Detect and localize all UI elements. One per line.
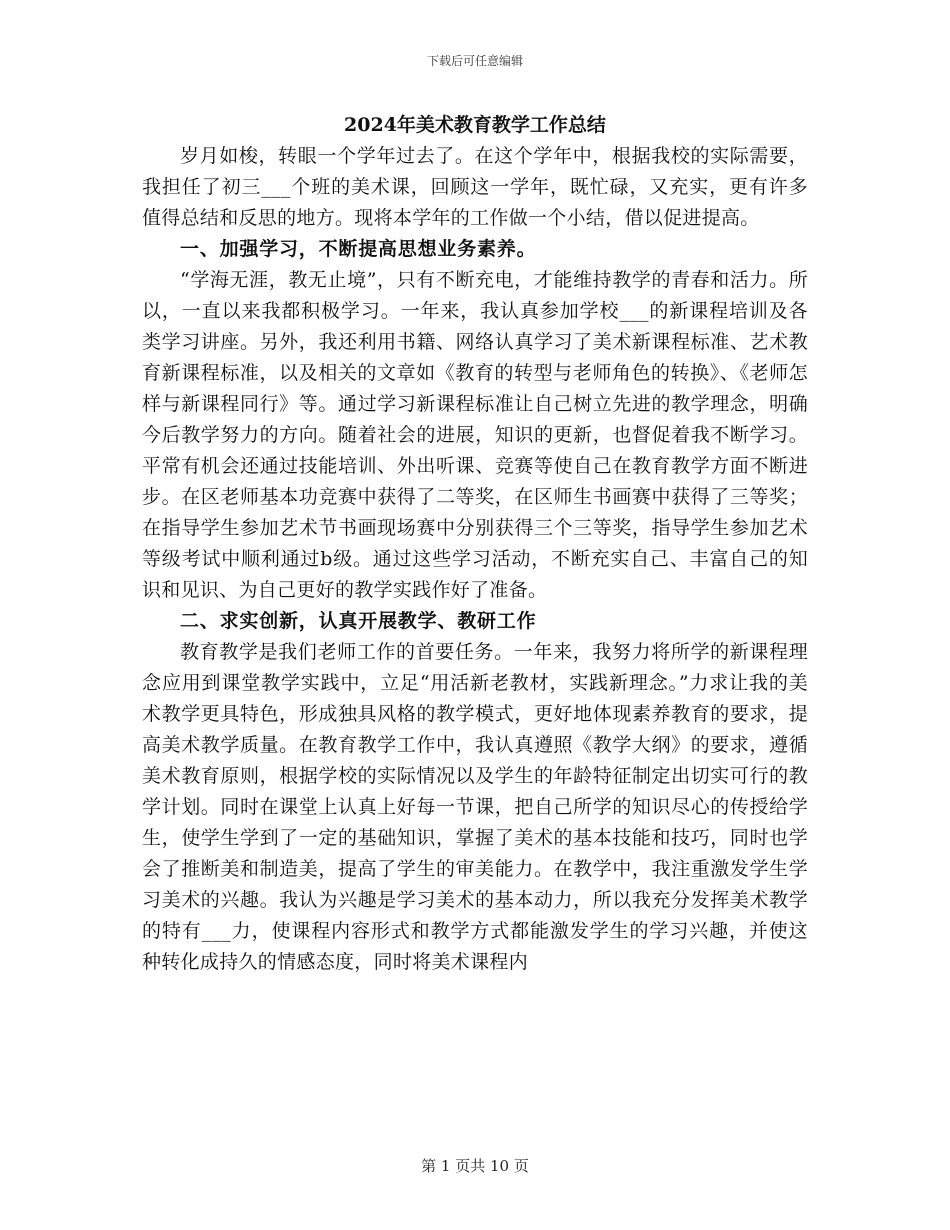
section-1-paragraph: “学海无涯，教无止境”，只有不断充电，才能维持教学的青春和活力。所以，一直以来我都积极学习。一年来，我认真参加学校___的新课程培训及各类学习讲座。另外，我还利用书籍、网络认真学习了美术新课程标准、艺术教育新课程标准，以及相关的文章如《教育的转型与老师角色的转换》、《老师怎样与新课程同行》等。通过学习新课程标准让自己树立先进的教学理念，明确今后教学努力的方向。随着社会的进展，知识的更新，也督促着我不断学习。平常有机会还通过技能培训、外出听课、竞赛等使自己在教育教学方面不断进步。在区老师基本功竞赛中获得了二等奖，在区师生书画赛中获得了三等奖；在指导学生参加艺术节书画现场赛中分别获得三个三等奖，指导学生参加艺术等级考试中顺利通过b级。通过这些学习活动，不断充实自己、丰富自己的知识和见识、为自己更好的教学实践作好了准备。	[142, 269, 808, 601]
document-body	[142, 110, 808, 978]
page-header-note: 下载后可任意编辑	[426, 54, 523, 68]
document-title: 2024年美术教育教学工作总结	[344, 114, 606, 136]
page-number: 第 1 页共 10 页	[421, 1157, 529, 1175]
section-2-paragraph: 教育教学是我们老师工作的首要任务。一年来，我努力将所学的新课程理念应用到课堂教学实践中，立足“用活新老教材，实践新理念。”力求让我的美术教学更具特色，形成独具风格的教学模式，更好地体现素养教育的要求，提高美术教学质量。在教育教学工作中，我认真遵照《教学大纲》的要求，遵循美术教育原则，根据学校的实际情况以及学生的年龄特征制定出切实可行的教学计划。同时在课堂上认真上好每一节课，把自己所学的知识尽心的传授给学生，使学生学到了一定的基础知识，掌握了美术的基本技能和技巧，同时也学会了推断美和制造美，提高了学生的审美能力。在教学中，我注重激发学生学习美术的兴趣。我认为兴趣是学习美术的基本动力，所以我充分发挥美术教学的特有___力，使课程内容形式和教学方式都能激发学生的学习兴趣，并使这种转化成持久的情感态度，同时将美术课程内	[142, 641, 808, 973]
intro-paragraph: 岁月如梭，转眼一个学年过去了。在这个学年中，根据我校的实际需要，我担任了初三___个班的美术课，回顾这一学年，既忙碌，又充实，更有许多值得总结和反思的地方。现将本学年的工作做一个小结，借以促进提高。	[142, 145, 808, 229]
section-2-heading: 二、求实创新，认真开展教学、教研工作	[180, 610, 537, 632]
section-1-heading: 一、加强学习，不断提高思想业务素养。	[180, 238, 537, 260]
